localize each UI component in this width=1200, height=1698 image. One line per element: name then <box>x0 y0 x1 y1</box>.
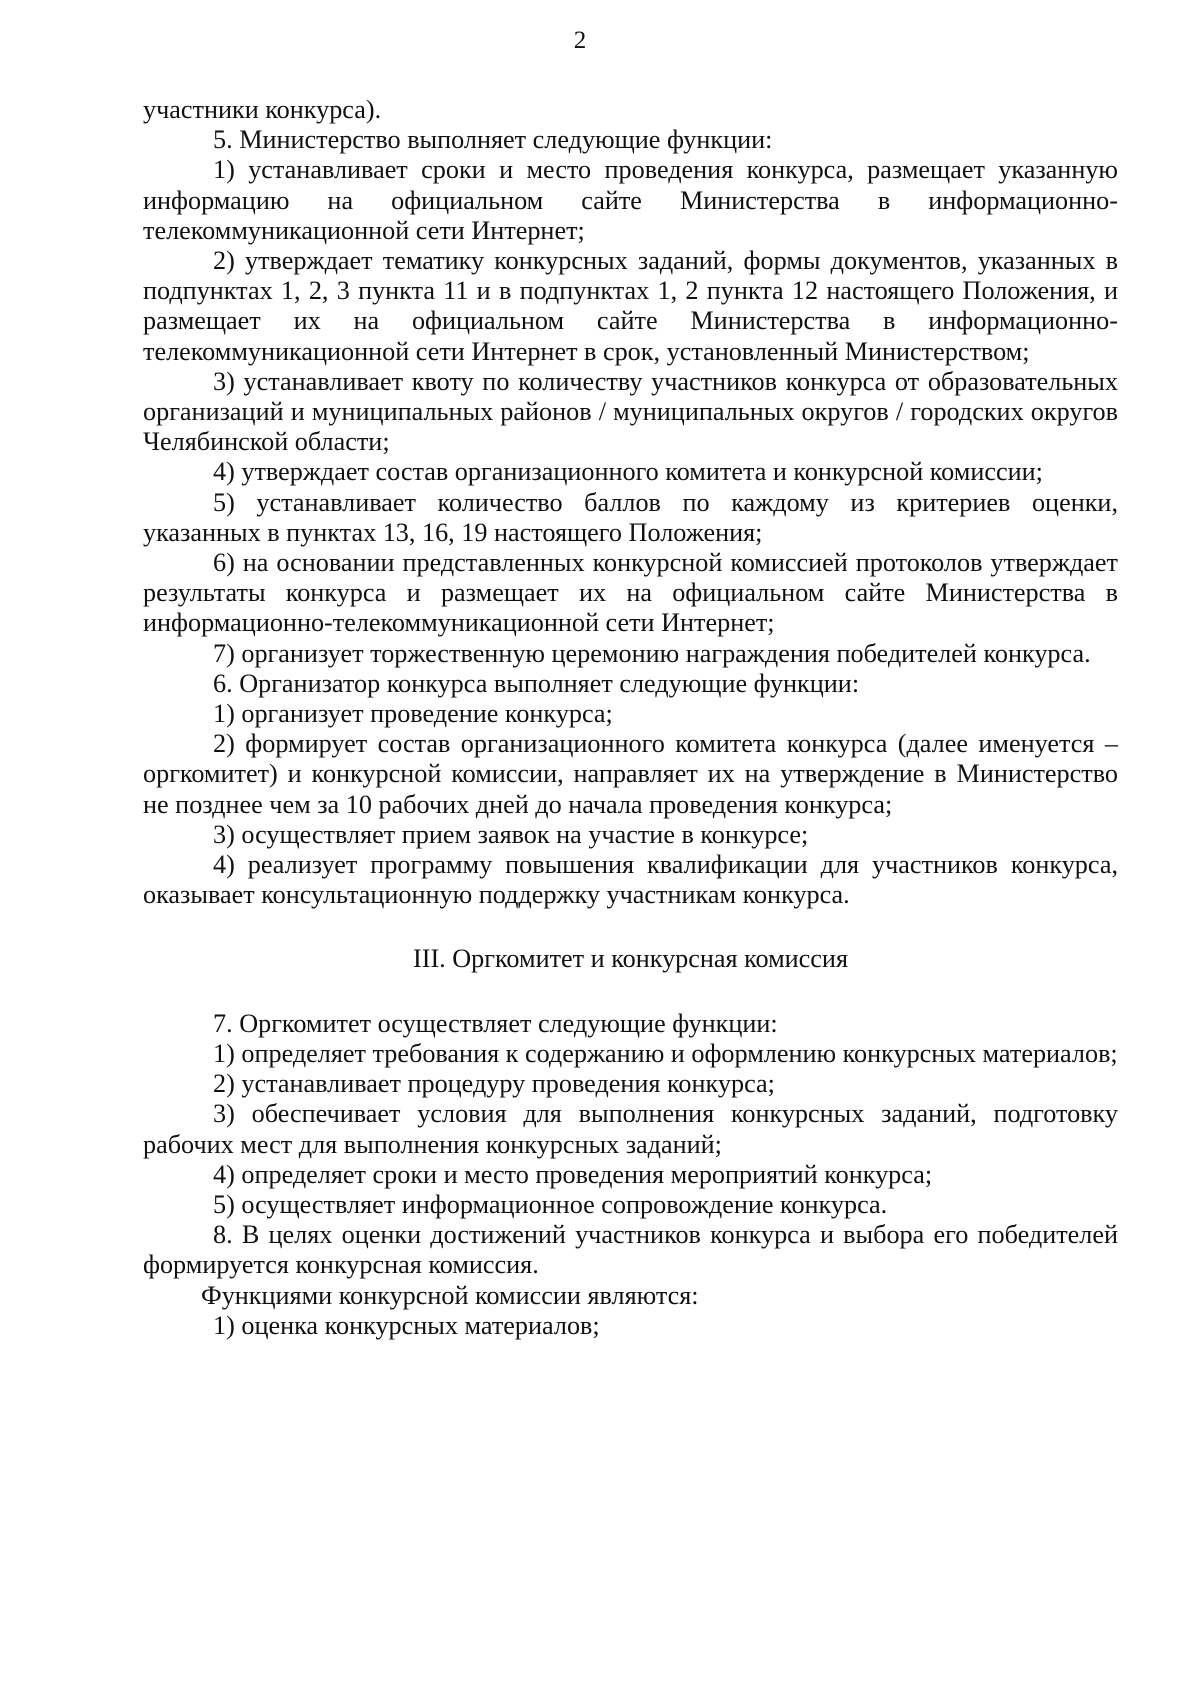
paragraph-5-6: 6) на основании представленных конкурсной комиссией протоколов утверждает результаты конкурса и размещает их на официальном сайте Министерства в информационно-телекоммуникационной сети Интернет; <box>143 548 1118 638</box>
paragraph-6-3: 3) осуществляет прием заявок на участие в конкурсе; <box>213 819 809 849</box>
paragraph-5-5: 5) устанавливает количество баллов по каждому из критериев оценки, указанных в пунктах 13, 16, 19 настоящего Положения; <box>143 487 1118 547</box>
paragraph-item-6: 6. Организатор конкурса выполняет следующие функции: <box>213 668 860 698</box>
paragraph-continuation: участники конкурса). <box>143 95 382 124</box>
section-heading: III. Оргкомитет и конкурсная комиссия <box>413 944 848 974</box>
paragraph-7-1: 1) определяет требования к содержанию и оформлению конкурсных материалов; <box>213 1038 1118 1068</box>
paragraph-5-7: 7) организует торжественную церемонию награждения победителей конкурса. <box>213 638 1091 668</box>
page-number: 2 <box>573 27 587 54</box>
paragraph-7-2: 2) устанавливает процедуру проведения конкурса; <box>213 1069 775 1099</box>
paragraph-6-4: 4) реализует программу повышения квалификации для участников конкурса, оказывает консультационную поддержку участникам конкурса. <box>143 850 1118 910</box>
paragraph-5-1: 1) устанавливает сроки и место проведения конкурса, размещает указанную информацию на официальном сайте Министерства в информационно-телекоммуникационной сети Интернет; <box>143 155 1118 245</box>
paragraph-commission-functions: Функциями конкурсной комиссии являются: <box>201 1280 699 1310</box>
paragraph-5-2: 2) утверждает тематику конкурсных заданий, формы документов, указанных в подпунктах 1, 2, 3 пункта 11 и в подпунктах 1, 2 пункта 12 настоящего Положения, и размещает их на официальном сайте Министерства в информационно-телекоммуникационной сети Интернет в срок, установленный Министерством; <box>143 246 1118 366</box>
paragraph-7-3: 3) обеспечивает условия для выполнения конкурсных заданий, подготовку рабочих мест для выполнения конкурсных заданий; <box>143 1099 1118 1159</box>
paragraph-8-1: 1) оценка конкурсных материалов; <box>213 1310 600 1340</box>
paragraph-item-5: 5. Министерство выполняет следующие функции: <box>213 125 773 155</box>
document-body-part-1 <box>143 95 1118 1341</box>
paragraph-6-2: 2) формирует состав организационного комитета конкурса (далее именуется – оргкомитет) и конкурсной комиссии, направляет их на утверждение в Министерство не позднее чем за 10 рабочих дней до начала проведения конкурса; <box>143 729 1118 819</box>
paragraph-5-4: 4) утверждает состав организационного комитета и конкурсной комиссии; <box>213 457 1043 487</box>
paragraph-item-8: 8. В целях оценки достижений участников конкурса и выбора его победителей формируется конкурсная комиссия. <box>143 1220 1118 1280</box>
paragraph-item-7: 7. Оргкомитет осуществляет следующие функции: <box>213 1008 778 1038</box>
paragraph-6-1: 1) организует проведение конкурса; <box>213 699 613 729</box>
paragraph-5-3: 3) устанавливает квоту по количеству участников конкурса от образовательных организаций и муниципальных районов / муниципальных округов / городских округов Челябинской области; <box>143 366 1118 457</box>
paragraph-7-4: 4) определяет сроки и место проведения мероприятий конкурса; <box>213 1159 933 1189</box>
paragraph-7-5: 5) осуществляет информационное сопровождение конкурса. <box>213 1189 888 1219</box>
